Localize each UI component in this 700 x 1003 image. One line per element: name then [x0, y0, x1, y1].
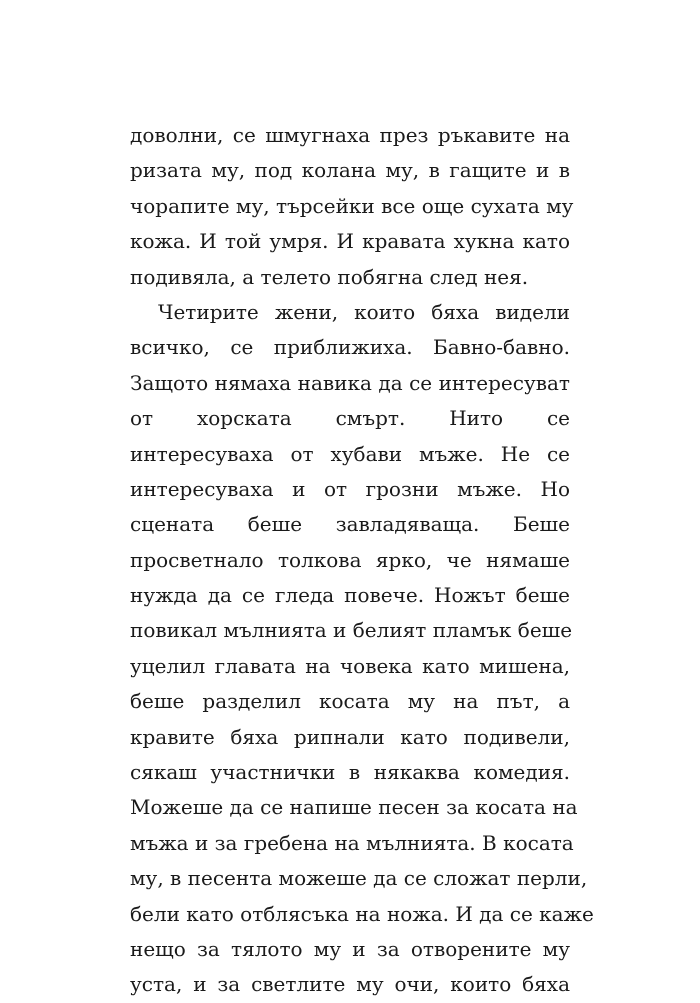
text-line: сякаш участнички в някаква комедия.: [130, 760, 570, 785]
text-line: мъжа и за гребена на мълнията. В косата: [130, 830, 574, 855]
body-text: [130, 118, 594, 1003]
text-line: нужда да се гледа повече. Ножът беше: [130, 583, 570, 608]
text-line: интересуваха и от грозни мъже. Но: [130, 476, 570, 501]
text-line: всичко, се приближиха. Бавно-бавно.: [130, 335, 570, 360]
text-line: Защото нямаха навика да се интересуват: [130, 370, 570, 395]
text-line: повикал мълнията и белият пламък беше: [130, 618, 573, 643]
text-line: доволни, се шмугнаха през ръкавите на: [130, 123, 570, 147]
text-line: от хорската смърт. Нито се: [130, 406, 570, 431]
text-line: интересуваха от хубави мъже. Не се: [130, 441, 570, 466]
text-line: Можеше да се напише песен за косата на: [130, 795, 578, 820]
text-line: просветнало толкова ярко, че нямаше: [130, 547, 570, 572]
text-line: уста, и за светлите му очи, които бяха: [130, 972, 570, 997]
text-line: сцената беше завладяваща. Беше: [130, 512, 570, 537]
text-line: бели като отблясъка на ножа. И да се каже: [130, 901, 594, 926]
text-line: уцелил главата на човека като мишена,: [130, 653, 570, 678]
text-line: Четирите жени, които бяха видели: [158, 299, 570, 324]
text-line: ризата му, под колана му, в гащите и в: [130, 158, 570, 183]
text-line: кожа. И той умря. И кравата хукна като: [130, 229, 570, 254]
text-line: нещо за тялото му и за отворените му: [130, 936, 570, 961]
text-line: подивяла, а телето побягна след нея.: [130, 264, 529, 289]
text-line: чорапите му, търсейки все още сухата му: [130, 193, 574, 218]
text-line: кравите бяха рипнали като подивели,: [130, 724, 570, 749]
text-line: му, в песента можеше да се сложат перли,: [130, 866, 588, 891]
text-line: беше разделил косата му на път, а: [130, 689, 570, 714]
